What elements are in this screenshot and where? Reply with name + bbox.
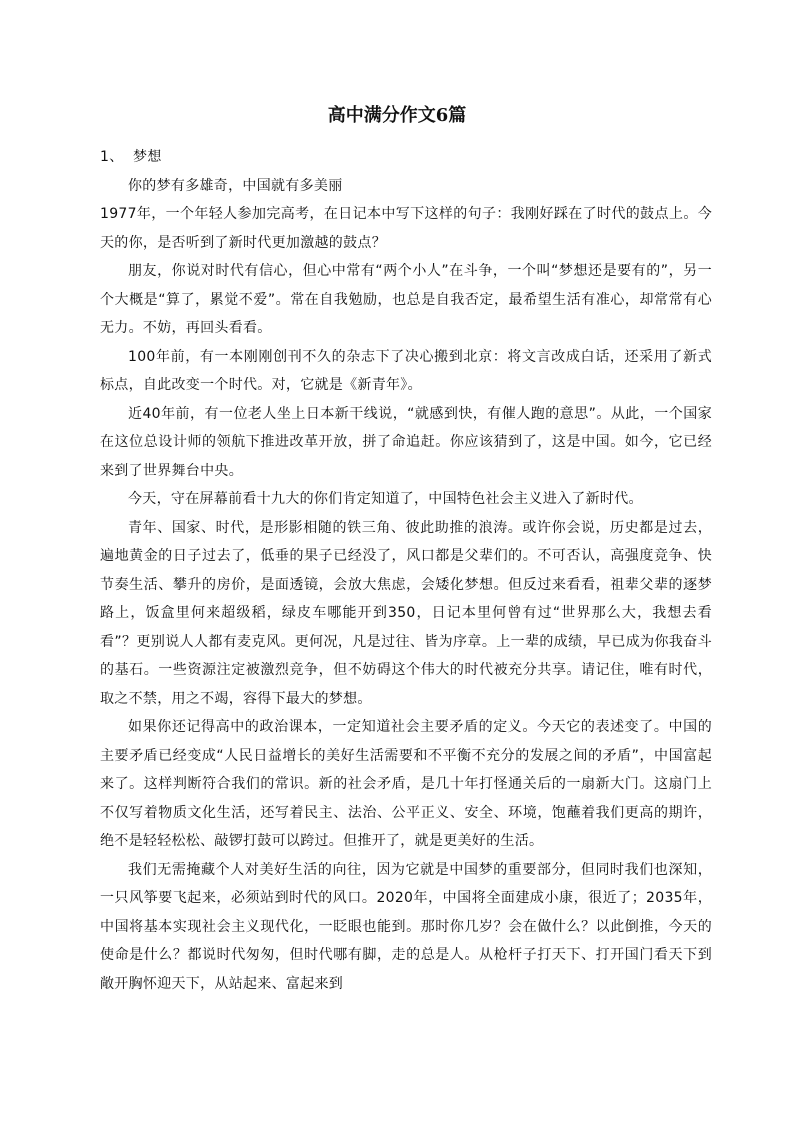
- paragraph-5: 今天，守在屏幕前看十九大的你们肯定知道了，中国特色社会主义进入了新时代。: [128, 491, 643, 507]
- section-gap: [124, 149, 134, 165]
- essay-subtitle: 你的梦有多雄奇，中国就有多美丽: [128, 177, 343, 194]
- section-name: 梦想: [133, 149, 162, 165]
- section-heading: [100, 143, 712, 172]
- paragraph-2: 朋友，你说对时代有信心，但心中常有“两个小人”在斗争，一个叫“梦想还是要有的”，另一个大概是“算了，累觉不爱”。常在自我勉励，也总是自我否定，最希望生活有准心，却常常有心无力。不妨，再回头看看。: [100, 263, 712, 336]
- paragraph-4: 近40年前，有一位老人坐上日本新干线说，“就感到快，有催人跑的意思”。从此，一个国家在这位总设计师的领航下推进改革开放，拼了命追赶。你应该猜到了，这是中国。如今，它已经来到了世界舞台中央。: [100, 405, 712, 479]
- paragraph-8: 我们无需掩藏个人对美好生活的向往，因为它就是中国梦的重要部分，但同时我们也深知，一只风筝要飞起来，必须站到时代的风口。2020年，中国将全面建成小康，很近了；2035年，中国将基本实现社会主义现代化，一眨眼也能到。那时你几岁？会在做什么？以此倒推，今天的使命是什么？都说时代匆匆，但时代哪有脚，走的总是人。从枪杆子打天下、打开国门看天下到敞开胸怀迎天下，从站起来、富起来到: [100, 861, 712, 992]
- paragraph-6: 青年、国家、时代，是形影相随的铁三角、彼此助推的浪涛。或许你会说，历史都是过去，遍地黄金的日子过去了，低垂的果子已经没了，风口都是父辈们的。不可否认，高强度竞争、快节奏生活、攀升的房价，是面透镜，会放大焦虑，会矮化梦想。但反过来看看，祖辈父辈的逐梦路上，饭盒里何来超级稻，绿皮车哪能开到350，日记本里何曾有过“世界那么大，我想去看看”？更别说人人都有麦克风。更何况，凡是过往、皆为序章。上一辈的成绩，早已成为你我奋斗的基石。一些资源注定被激烈竞争，但不妨碍这个伟大的时代被充分共享。请记住，唯有时代，取之不禁，用之不竭，容得下最大的梦想。: [100, 519, 712, 707]
- document-body: [100, 143, 712, 998]
- section-number: 1、: [100, 149, 124, 165]
- paragraph-7: 如果你还记得高中的政治课本，一定知道社会主要矛盾的定义。今天它的表述变了。中国的主要矛盾已经变成“人民日益增长的美好生活需要和不平衡不充分的发展之间的矛盾”，中国富起来了。这样判断符合我们的常识。新的社会矛盾，是几十年打怪通关后的一扇新大门。这扇门上不仅写着物质文化生活，还写着民主、法治、公平正义、安全、环境，饱蘸着我们更高的期许，绝不是轻轻松松、敲锣打鼓可以跨过。但推开了，就是更美好的生活。: [100, 719, 712, 849]
- paragraph-3: 100年前，有一本刚刚创刊不久的杂志下了决心搬到北京：将文言改成白话，还采用了新式标点，自此改变一个时代。对，它就是《新青年》。: [100, 348, 712, 393]
- document-title: 高中满分作文6篇: [327, 105, 467, 126]
- paragraph-1: 1977年，一个年轻人参加完高考，在日记本中写下这样的句子：我刚好踩在了时代的鼓点上。今天的你，是否听到了新时代更加激越的鼓点？: [100, 206, 712, 251]
